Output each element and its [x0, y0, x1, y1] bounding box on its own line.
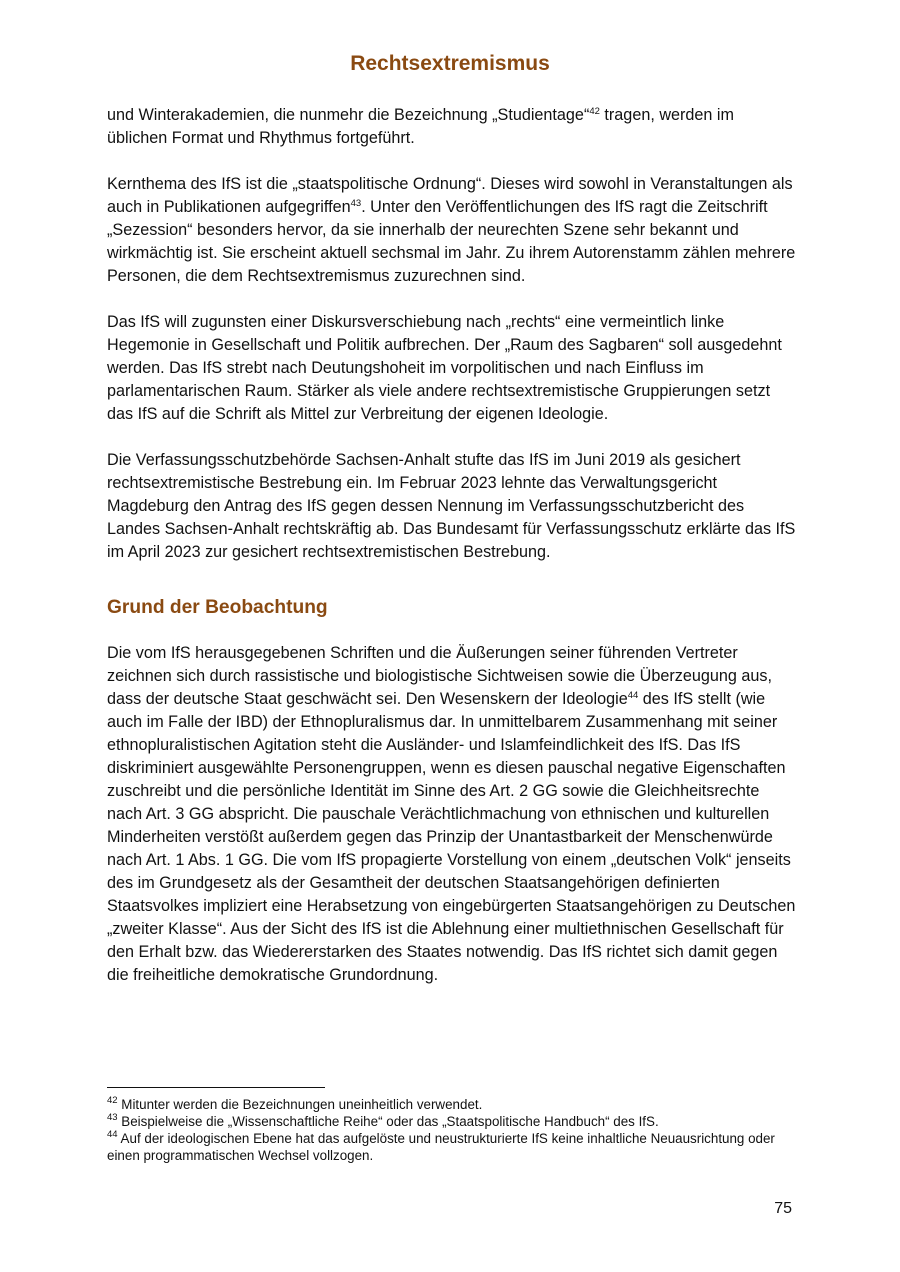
footnote-text: Beispielweise die „Wissenschaftliche Reihe“ oder das „Staatspolitische Handbuch“ des IfS. — [117, 1114, 659, 1129]
paragraph-2-text: Kernthema des IfS ist die „staatspolitische Ordnung“. Dieses wird sowohl in Veranstaltungen als auch in Publikationen aufgegriffen — [107, 175, 793, 216]
paragraph-2 — [107, 173, 797, 288]
section-paragraph — [107, 642, 797, 987]
footnote-43 — [107, 1113, 797, 1130]
paragraph-1-text-cont: tragen, werden im üblichen Format und Rhythmus fortgeführt. — [107, 106, 734, 147]
footnote-divider — [107, 1087, 325, 1088]
paragraph-1-text: und Winterakademien, die nunmehr die Bezeichnung „Studientage“ — [107, 106, 590, 124]
footnote-ref-44[interactable]: 44 — [627, 690, 639, 701]
footnote-ref-43[interactable]: 43 — [350, 198, 362, 209]
paragraph-3: Das IfS will zugunsten einer Diskursverschiebung nach „rechts“ eine vermeintlich linke Hegemonie in Gesellschaft und Politik aufbrechen. Der „Raum des Sagbaren“ soll ausgedehnt werden. Das IfS strebt nach Deutungshoheit im vorpolitischen und nach Einfluss im parlamentarischen Raum. Stärker als viele andere rechtsextremistische Gruppierungen setzt das IfS auf die Schrift als Mittel zur Verbreitung der eigenen Ideologie. — [107, 313, 782, 423]
footnote-text: Mitunter werden die Bezeichnungen uneinheitlich verwendet. — [117, 1097, 483, 1112]
footnote-42 — [107, 1096, 797, 1113]
footnote-number: 43 — [107, 1112, 118, 1123]
footnote-text: Auf der ideologischen Ebene hat das aufgelöste und neustrukturierte IfS keine inhaltliche Neuausrichtung oder einen programmatischen Wechsel vollzogen. — [107, 1131, 775, 1163]
paragraph-4: Die Verfassungsschutzbehörde Sachsen-Anhalt stufte das IfS im Juni 2019 als gesichert rechtsextremistische Bestrebung ein. Im Februar 2023 lehnte das Verwaltungsgericht Magdeburg den Antrag des IfS gegen dessen Nennung im Verfassungsschutzbericht des Landes Sachsen-Anhalt rechtskräftig ab. Das Bundesamt für Verfassungsschutz erklärte das IfS im April 2023 zur gesichert rechtsextremistischen Bestrebung. — [107, 451, 796, 561]
footnote-number: 42 — [107, 1095, 118, 1106]
footnotes — [107, 1096, 797, 1164]
section-paragraph-text-cont: des IfS stellt (wie auch im Falle der IBD) der Ethnopluralismus dar. In unmittelbarem Zusammenhang mit seiner ethnopluralistischen Agitation steht die Ausländer- und Islamfeindlichkeit des IfS. Das IfS diskriminiert ausgewählte Personengruppen, wenn es diesen pauschal negative Eigenschaften zuschreibt und die persönliche Identität im Sinne des Art. 2 GG sowie die Gleichheitsrechte nach Art. 3 GG abspricht. Die pauschale Verächtlichmachung von ethnischen und kulturellen Minderheiten verstößt außerdem gegen das Prinzip der Unantastbarkeit der Menschenwürde nach Art. 1 Abs. 1 GG. Die vom IfS propagierte Vorstellung von einem „deutschen Volk“ jenseits des im Grundgesetz als der Gesamtheit der deutschen Staatsangehörigen definierten Staatsvolkes impliziert eine Herabsetzung von eingebürgerten Staatsangehörigen zu Deutschen „zweiter Klasse“. Aus der Sicht des IfS ist die Ablehnung einer multiethnischen Gesellschaft für den Erhalt bzw. das Wiedererstarken des Staates notwendig. Das IfS richtet sich damit gegen die freiheitliche demokratische Grundordnung. — [107, 690, 796, 984]
section-paragraph-text: Die vom IfS herausgegebenen Schriften und die Äußerungen seiner führenden Vertreter zeichnen sich durch rassistische und biologistische Sichtweisen sowie die Überzeugung aus, dass der deutsche Staat geschwächt sei. Den Wesenskern der Ideologie — [107, 644, 772, 708]
footnote-44 — [107, 1130, 797, 1164]
paragraph-1 — [107, 104, 797, 150]
section-heading: Grund der Beobachtung — [107, 597, 328, 618]
page-number: 75 — [774, 1200, 792, 1217]
running-title: Rechtsextremismus — [350, 52, 550, 75]
body-text — [107, 104, 797, 1010]
paragraph-2-text-cont: . Unter den Veröffentlichungen des IfS ragt die Zeitschrift „Sezession“ besonders hervor, da sie innerhalb der neurechten Szene sehr bekannt und wirkmächtig ist. Sie erscheint aktuell sechsmal im Jahr. Zu ihrem Autorenstamm zählen mehrere Personen, die dem Rechtsextremismus zuzurechnen sind. — [107, 198, 796, 285]
footnote-ref-42[interactable]: 42 — [589, 106, 600, 117]
footnote-number: 44 — [107, 1129, 118, 1140]
